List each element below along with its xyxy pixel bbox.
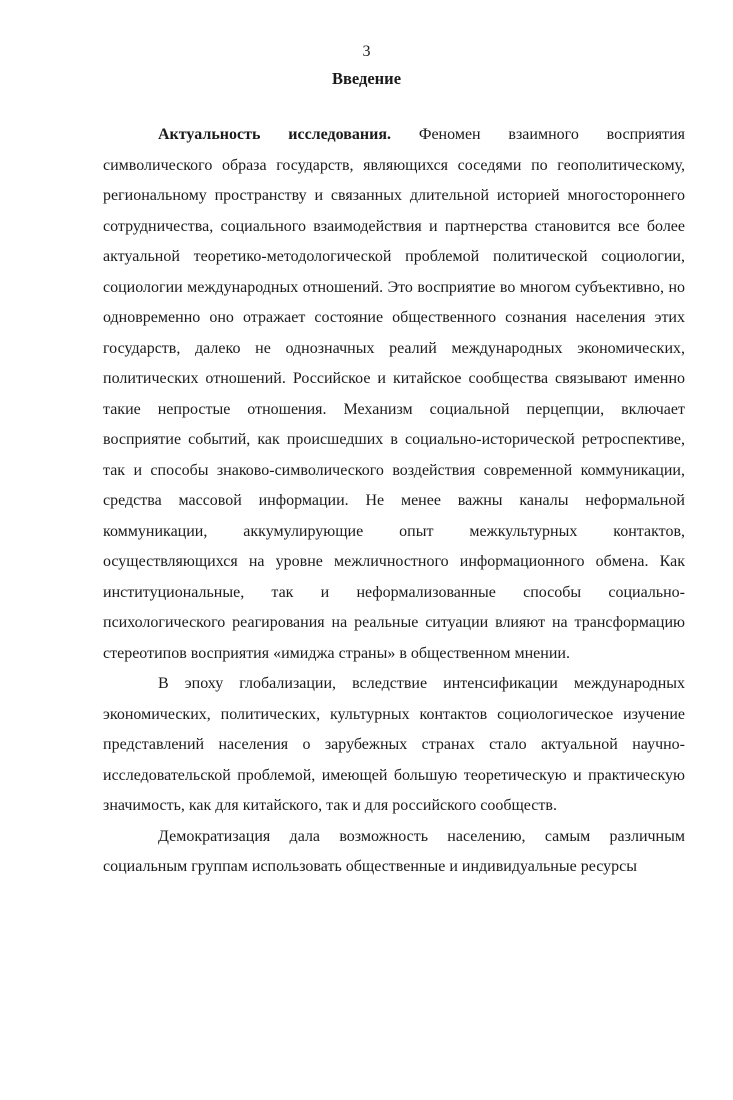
paragraph-democratization: Демократизация дала возможность населению, самым различным социальным группам использовать общественные и индивидуальные ресурсы — [103, 827, 685, 875]
paragraph-text: Феномен взаимного восприятия символического образа государств, являющихся соседями по геополитическому, региональному пространству и связанных длительной историей многостороннего сотрудничества, социального взаимодействия и партнерства становится все более актуальной теоретико-методологической проблемой политической социологии, социологии международных отношений. Это восприятие во многом субъективно, но одновременно оно отражает состояние общественного сознания населения этих государств, далеко не однозначных реалий международных экономических, политических отношений. Российское и китайское сообщества связывают именно такие непростые отношения. Механизм социальной перцепции, включает восприятие событий, как происшедших в социально-исторической ретроспективе, так и способы знаково-символического воздействия современной коммуникации, средства массовой информации. Не менее важны каналы неформальной коммуникации, аккумулирующие опыт межкультурных контактов, осуществляющихся на уровне межличностного информационного обмена. Как институциональные, так и неформализованные способы социально-психологического реагирования на реальные ситуации влияют на трансформацию стереотипов восприятия «имиджа страны» в общественном мнении. — [103, 126, 685, 662]
paragraph-globalization: В эпоху глобализации, вследствие интенсификации международных экономических, политических, культурных контактов социологическое изучение представлений населения о зарубежных странах стало актуальной научно-исследовательской проблемой, имеющей большую теоретическую и практическую значимость, как для китайского, так и для российского сообществ. — [103, 675, 685, 814]
page-title: Введение — [331, 69, 402, 88]
body-text — [103, 120, 685, 883]
paragraph-lead: Актуальность исследования. — [158, 126, 391, 143]
page-number: 3 — [362, 43, 371, 60]
paragraph-relevance — [103, 120, 685, 669]
